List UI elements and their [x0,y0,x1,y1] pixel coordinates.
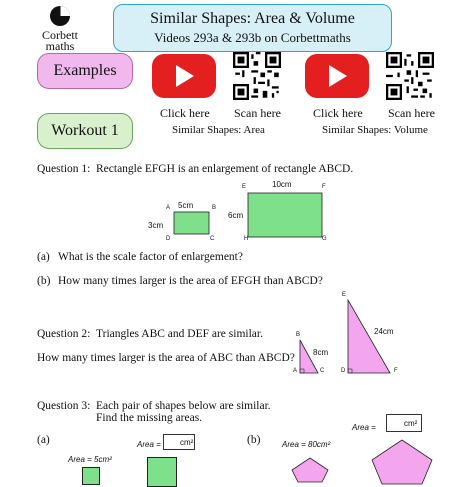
q1-point-e: E [242,184,247,190]
play-icon [329,65,347,87]
youtube-play-button-1[interactable] [152,54,216,98]
q1-large-width: 10cm [272,180,292,189]
q1-small-width: 5cm [178,201,194,210]
q2-point-e: E [342,292,347,298]
video-caption-2: Similar Shapes: Volume [322,124,428,136]
q3b-area-prefix: Area = [352,423,376,432]
q3a-label: (a) [37,434,50,446]
q2-point-d: D [341,368,346,374]
title-box [113,4,392,52]
q2-ask: How many times larger is the area of ABC than ABCD? [37,352,295,364]
click-here-label-2[interactable]: Click here [313,106,363,120]
q3b-area-known: Area = 80cm² [282,440,331,449]
q1-point-f: F [322,184,326,190]
page-title: Similar Shapes: Area & Volume [150,10,355,27]
q1-point-c: C [210,236,215,242]
q1a-label: (a) [37,251,50,263]
youtube-play-button-2[interactable] [305,54,369,98]
q1a-text: What is the scale factor of enlargement? [58,251,243,263]
q2-point-b: B [296,332,301,338]
q2-text: Triangles ABC and DEF are similar. [96,328,263,340]
q1-point-b: B [212,205,217,211]
qr-code-icon-2[interactable] [386,52,434,100]
q1-text: Rectangle EFGH is an enlargement of rectangle ABCD. [96,163,354,175]
q2-point-c: C [320,368,325,374]
q2-label: Question 2: [37,328,91,340]
examples-button[interactable]: Examples [37,53,133,89]
page-subtitle: Videos 293a & 293b on Corbettmaths [154,30,351,45]
q1-point-d: D [166,236,171,242]
qr-code-icon-1[interactable] [233,52,281,100]
q2-triangles-diagram [290,290,450,380]
q2-large-side: 24cm [374,327,394,336]
pentagon-large [372,440,432,484]
q3b-area-unit: cm² [404,419,418,428]
q3b-pentagons [282,440,452,480]
click-here-label-1[interactable]: Click here [160,106,210,120]
workout-button[interactable]: Workout 1 [37,113,133,149]
rectangle-abcd [174,212,209,234]
q2-point-f: F [394,368,398,374]
logo-line-2: maths [45,39,75,53]
q3a-area-known: Area = 5cm² [68,455,112,464]
q3a-area-unit: cm² [180,438,194,447]
rectangle-efgh [248,193,322,237]
q1b-label: (b) [37,275,51,287]
corbett-logo [30,4,90,53]
q3-line2: Find the missing areas. [96,412,203,424]
q3b-label: (b) [247,434,261,446]
logo-line-1: Corbett [42,28,78,42]
video-caption-1: Similar Shapes: Area [172,124,265,136]
q3-label: Question 3: [37,400,91,412]
q1-label: Question 1: [37,163,91,175]
triangle-def [348,300,390,373]
q3-line1: Each pair of shapes below are similar. [96,400,271,412]
play-icon [176,65,194,87]
q1b-text: How many times larger is the area of EFGH than ABCD? [58,275,323,287]
q2-small-side: 8cm [313,348,329,357]
q1-small-height: 3cm [148,221,164,230]
scan-here-label-1: Scan here [234,106,281,120]
q1-point-a: A [166,205,171,211]
q1-point-h: H [244,236,249,242]
pie-logo-icon [30,4,90,28]
q1-point-g: G [322,236,327,242]
scan-here-label-2: Scan here [388,106,435,120]
pentagon-small [292,458,328,482]
q2-point-a: A [293,368,298,374]
q3a-large-square [147,457,177,487]
q3a-area-prefix: Area = [137,440,161,449]
q1-large-height: 6cm [228,211,244,220]
q3a-small-square [82,467,100,485]
